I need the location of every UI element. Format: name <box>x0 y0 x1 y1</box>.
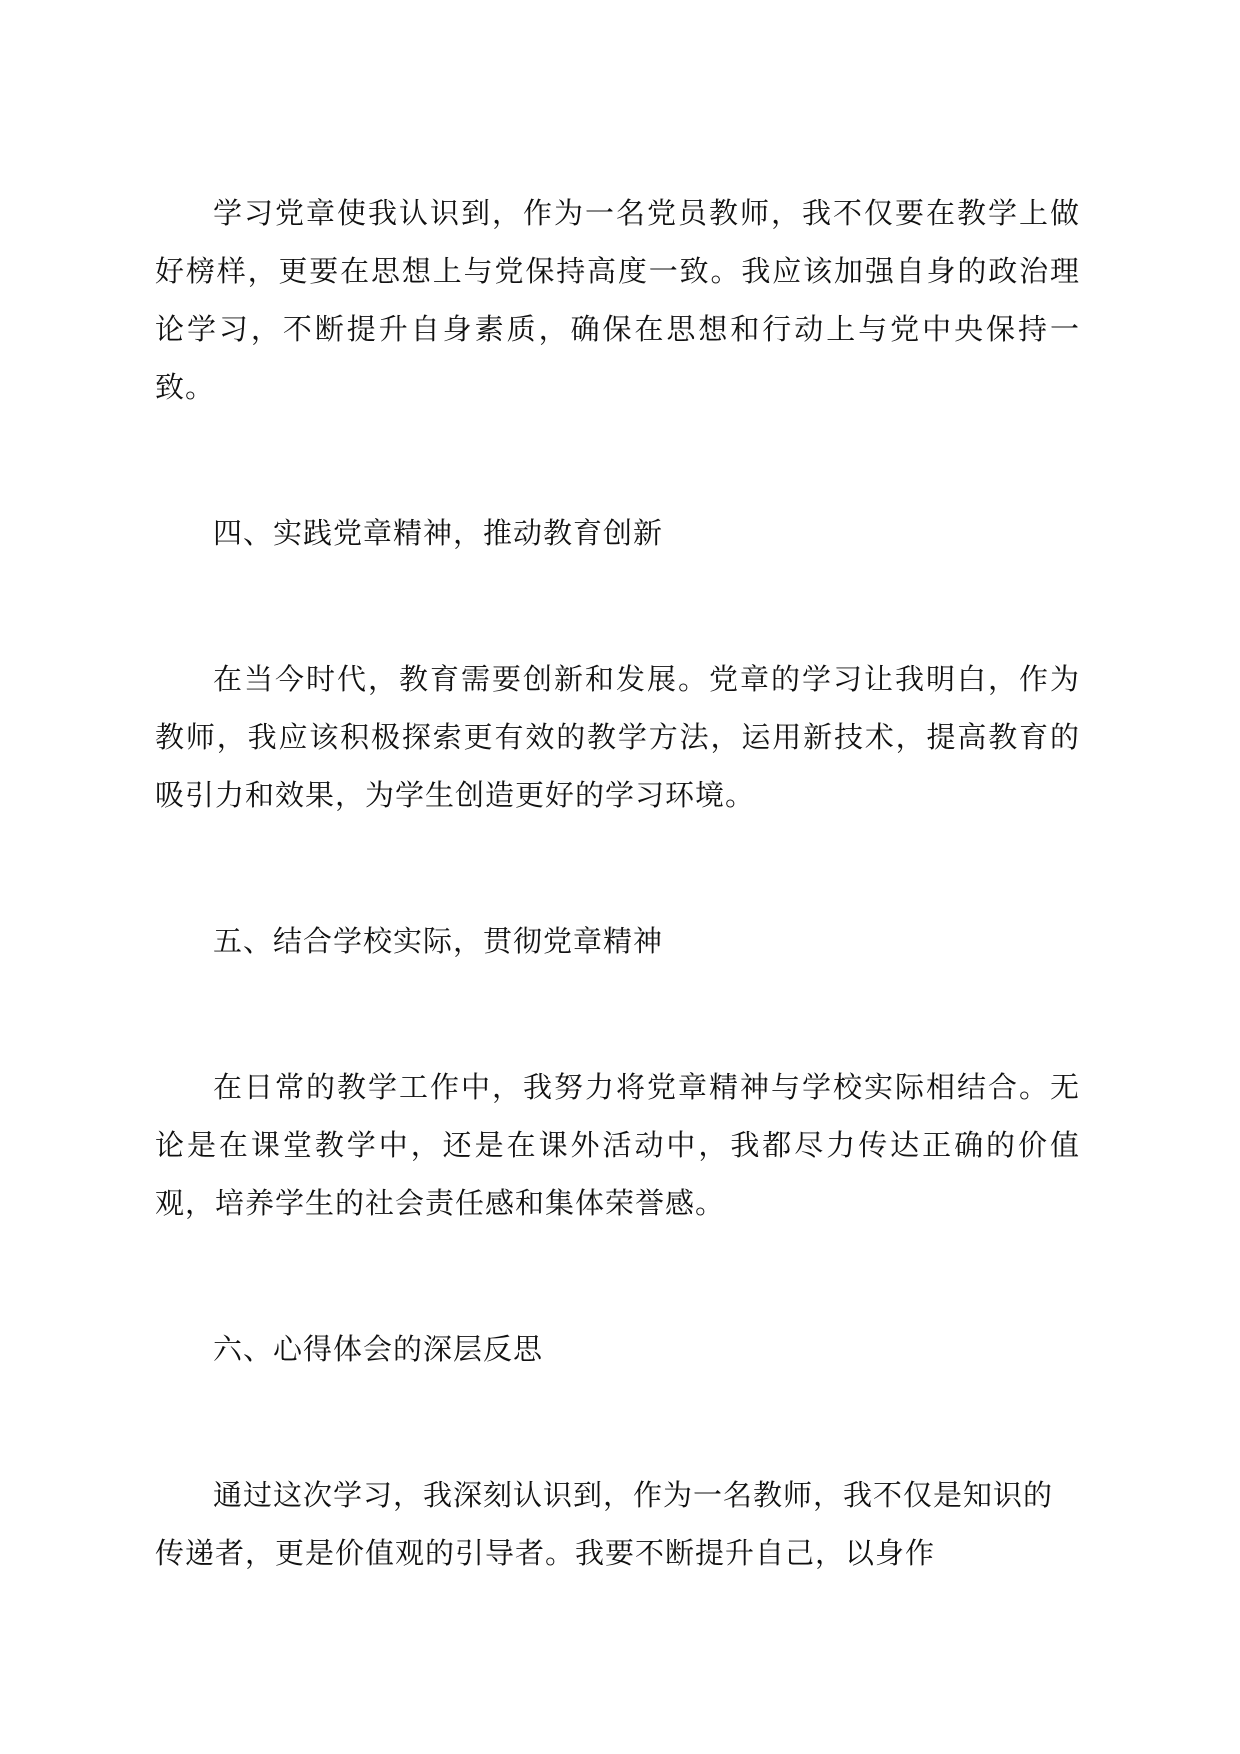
document-body <box>155 184 1080 1582</box>
spacer <box>155 1378 1080 1466</box>
section-heading-four: 四、实践党章精神，推动教育创新 <box>213 516 664 550</box>
paragraph-deep-reflection: 通过这次学习，我深刻认识到，作为一名教师，我不仅是知识的传递者，更是价值观的引导者。我要不断提升自己，以身作 <box>155 1478 1054 1570</box>
paragraph-school-practice: 在日常的教学工作中，我努力将党章精神与学校实际相结合。无论是在课堂教学中，还是在课外活动中，我都尽力传达正确的价值观，培养学生的社会责任感和集体荣誉感。 <box>155 1070 1080 1220</box>
paragraph-party-charter-understanding: 学习党章使我认识到，作为一名党员教师，我不仅要在教学上做好榜样，更要在思想上与党保持高度一致。我应该加强自身的政治理论学习，不断提升自身素质，确保在思想和行动上与党中央保持一致。 <box>155 196 1080 404</box>
spacer <box>155 970 1080 1058</box>
paragraph-education-innovation: 在当今时代，教育需要创新和发展。党章的学习让我明白，作为教师，我应该积极探索更有效的教学方法，运用新技术，提高教育的吸引力和效果，为学生创造更好的学习环境。 <box>155 662 1080 812</box>
spacer <box>155 824 1080 912</box>
section-heading-five: 五、结合学校实际，贯彻党章精神 <box>213 924 664 958</box>
section-heading-six: 六、心得体会的深层反思 <box>213 1332 544 1366</box>
spacer <box>155 416 1080 504</box>
spacer <box>155 1232 1080 1320</box>
spacer <box>155 562 1080 650</box>
